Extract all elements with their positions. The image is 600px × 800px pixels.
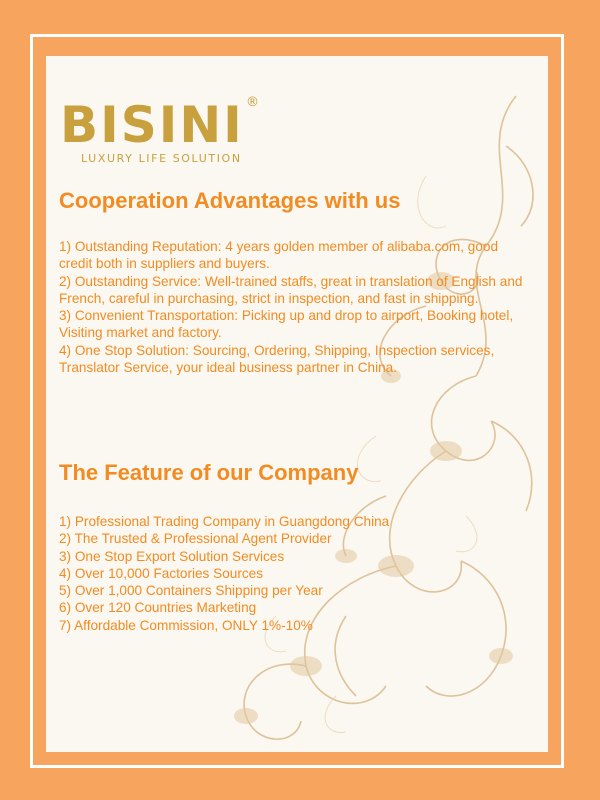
list-item: 6) Over 120 Countries Marketing	[59, 600, 257, 616]
list-item: 2) Outstanding Service: Well-trained staffs, great in translation of English and French, careful in purchasing, strict in inspection, and fast in shipping.	[59, 273, 523, 306]
list-item: 4) One Stop Solution: Sourcing, Ordering, Shipping, Inspection services, Translator Service, your ideal business partner in China.	[59, 342, 495, 376]
list-item: 1) Outstanding Reputation: 4 years golden member of alibaba.com, good credit both in suppliers and buyers.	[59, 239, 499, 272]
logo-wordmark: BISINI	[60, 96, 244, 154]
list-item: 1) Professional Trading Company in Guangdong China	[59, 514, 390, 529]
list-item: 3) One Stop Export Solution Services	[59, 548, 285, 564]
registered-mark: ®	[246, 95, 259, 110]
list-item: 4) Over 10,000 Factories Sources	[59, 565, 263, 581]
list-item: 3) Convenient Transportation: Picking up and drop to airport, Booking hotel, Visiting market and factory.	[59, 308, 514, 341]
cooperation-advantages-heading: Cooperation Advantages with us	[59, 188, 401, 213]
company-features-list	[59, 513, 529, 634]
logo-tagline: LUXURY LIFE SOLUTION	[81, 152, 242, 165]
cooperation-advantages-list	[59, 238, 529, 376]
company-features-heading: The Feature of our Company	[59, 460, 359, 485]
list-item: 5) Over 1,000 Containers Shipping per Year	[59, 583, 323, 599]
list-item: 2) The Trusted & Professional Agent Provider	[59, 531, 332, 547]
list-item: 7) Affordable Commission, ONLY 1%-10%	[59, 617, 313, 633]
